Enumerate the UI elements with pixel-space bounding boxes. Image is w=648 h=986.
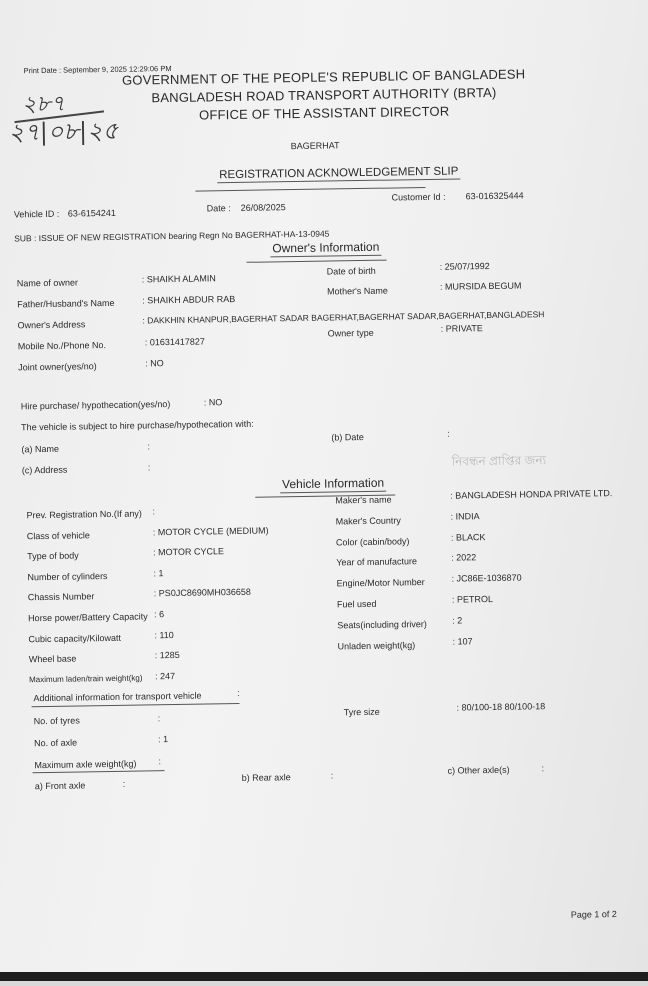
- mobile-label: Mobile No./Phone No.: [17, 340, 106, 352]
- rear-axle: :: [330, 770, 334, 781]
- father-name: : SHAIKH ABDUR RAB: [142, 293, 236, 306]
- header-line-2: BANGLADESH ROAD TRANSPORT AUTHORITY (BRTA): [151, 84, 497, 106]
- axle-count-label: No. of axle: [34, 737, 78, 749]
- handwritten-note-top: ২৮৭: [21, 91, 66, 118]
- max-axle-rule: [33, 770, 165, 773]
- vehicle-left-value: : MOTOR CYCLE (MEDIUM): [152, 525, 269, 537]
- additional-info-colon: :: [237, 687, 240, 699]
- hire-purchase: : NO: [203, 397, 223, 408]
- vehicle-left-label: Type of body: [27, 550, 79, 562]
- vehicle-left-value: : 110: [154, 629, 174, 640]
- hire-name: :: [147, 441, 151, 452]
- slip-title: REGISTRATION ACKNOWLEDGEMENT SLIP: [217, 165, 460, 183]
- hire-subject-label: The vehicle is subject to hire purchase/hypothecation with:: [21, 418, 254, 433]
- mobile-number: : 01631417827: [144, 336, 205, 348]
- vehicle-left-value: : 1: [153, 567, 164, 579]
- vehicle-right-label: Engine/Motor Number: [336, 577, 425, 589]
- tyre-size-label: Tyre size: [343, 706, 380, 718]
- faded-stamp-text: নিবন্ধন প্রাপ্তির জন্য: [451, 453, 547, 469]
- vehicle-right-value: : 2: [452, 615, 463, 626]
- header-line-3: OFFICE OF THE ASSISTANT DIRECTOR: [198, 103, 450, 123]
- address-label: Owner's Address: [17, 319, 86, 331]
- page-number: Page 1 of 2: [570, 909, 617, 920]
- office-name: BAGERHAT: [290, 140, 340, 152]
- owner-section-title: Owner's Information: [270, 240, 381, 258]
- vehicle-left-value: :: [152, 506, 156, 517]
- vehicle-left-label: Cubic capacity/Kilowatt: [28, 632, 122, 644]
- vehicle-left-label: Maximum laden/train weight(kg): [29, 673, 143, 685]
- vehicle-left-value: : 6: [154, 609, 165, 620]
- vehicle-left-value: : MOTOR CYCLE: [153, 546, 225, 558]
- hire-name-label: (a) Name: [21, 443, 60, 455]
- vehicle-left-label: Chassis Number: [27, 591, 95, 603]
- vehicle-id: 63-6154241: [67, 207, 116, 219]
- vehicle-right-label: Maker's Country: [335, 515, 401, 527]
- date-label: Date :: [206, 203, 231, 214]
- vehicle-right-value: : INDIA: [450, 510, 480, 522]
- vehicle-left-label: Horse power/Battery Capacity: [28, 611, 148, 624]
- vehicle-right-label: Unladen weight(kg): [337, 639, 416, 652]
- vehicle-right-label: Fuel used: [336, 598, 377, 610]
- dob: : 25/07/1992: [439, 260, 490, 272]
- vehicle-left-label: Class of vehicle: [26, 529, 90, 541]
- owner-name-label: Name of owner: [16, 277, 78, 289]
- vehicle-right-label: Seats(including driver): [337, 618, 427, 631]
- owner-section-rule: [247, 260, 387, 263]
- joint-owner: : NO: [145, 358, 164, 369]
- additional-info-title: Additional information for transport vehicle: [33, 690, 202, 704]
- front-axle: :: [122, 778, 126, 789]
- mother-label: Mother's Name: [326, 285, 388, 297]
- rear-axle-label: b) Rear axle: [241, 772, 291, 783]
- tyres: :: [157, 713, 161, 724]
- tyre-size: : 80/100-18 80/100-18: [456, 701, 546, 713]
- max-axle-weight: :: [158, 756, 161, 767]
- vehicle-section-title: Vehicle Information: [280, 476, 386, 494]
- vehicle-right-value: : BLACK: [450, 531, 486, 543]
- dob-label: Date of birth: [326, 265, 376, 277]
- vehicle-right-value: : BANGLADESH HONDA PRIVATE LTD.: [450, 488, 613, 501]
- print-date: Print Date : September 9, 2025 12:29:06 PM: [23, 63, 172, 76]
- additional-info-rule: [32, 703, 240, 707]
- hire-address-label: (c) Address: [21, 464, 68, 476]
- hire-address: :: [147, 462, 151, 473]
- axle-count: : 1: [157, 734, 169, 745]
- vehicle-right-label: Color (cabin/body): [335, 535, 410, 548]
- vehicle-right-value: : PETROL: [451, 593, 493, 605]
- date-value: 26/08/2025: [240, 202, 286, 213]
- vehicle-left-value: : PS0JC8690MH036658: [153, 587, 251, 599]
- other-axle-label: c) Other axle(s): [447, 764, 510, 776]
- vehicle-left-label: Prev. Registration No.(If any): [26, 508, 142, 521]
- slip-title-rule: [195, 187, 425, 192]
- vehicle-id-label: Vehicle ID :: [13, 208, 60, 220]
- vehicle-left-label: Number of cylinders: [27, 570, 108, 583]
- hire-purchase-label: Hire purchase/ hypothecation(yes/no): [20, 399, 171, 412]
- vehicle-right-value: : JC86E-1036870: [451, 572, 522, 584]
- vehicle-left-label: Wheel base: [28, 653, 77, 665]
- customer-id-label: Customer Id :: [391, 191, 446, 203]
- vehicle-left-value: : 1285: [154, 650, 180, 661]
- owner-type: : PRIVATE: [440, 323, 483, 334]
- max-axle-weight-label: Maximum axle weight(kg): [34, 758, 137, 771]
- vehicle-right-label: Year of manufacture: [336, 556, 418, 568]
- joint-owner-label: Joint owner(yes/no): [18, 361, 97, 373]
- tyres-label: No. of tyres: [33, 715, 80, 727]
- owner-address: : DAKKHIN KHANPUR,BAGERHAT SADAR BAGERHAT,BAGERHAT SADAR,BAGERHAT,BANGLADESH: [142, 309, 545, 326]
- hire-date-label: (b) Date: [331, 431, 364, 443]
- mother-name: : MURSIDA BEGUM: [439, 280, 522, 292]
- handwritten-note-bottom: ২৭|০৮|২৫: [8, 116, 119, 147]
- father-label: Father/Husband's Name: [17, 297, 115, 310]
- bottom-shadow-edge: [0, 972, 648, 981]
- customer-id: 63-016325444: [465, 190, 524, 202]
- header-line-1: GOVERNMENT OF THE PEOPLE'S REPUBLIC OF BANGLADESH: [121, 66, 526, 88]
- vehicle-right-label: Maker's name: [335, 494, 392, 506]
- owner-type-label: Owner type: [327, 327, 374, 339]
- vehicle-left-value: : 247: [154, 670, 176, 682]
- subject-line: SUB : ISSUE OF NEW REGISTRATION bearing Regn No BAGERHAT-HA-13-0945: [14, 228, 330, 244]
- vehicle-right-value: : 107: [452, 635, 473, 647]
- owner-name: : SHAIKH ALAMIN: [141, 273, 216, 285]
- other-axle: :: [541, 763, 545, 774]
- vehicle-right-value: : 2022: [451, 552, 477, 564]
- hire-date: :: [447, 428, 450, 439]
- front-axle-label: a) Front axle: [34, 780, 86, 792]
